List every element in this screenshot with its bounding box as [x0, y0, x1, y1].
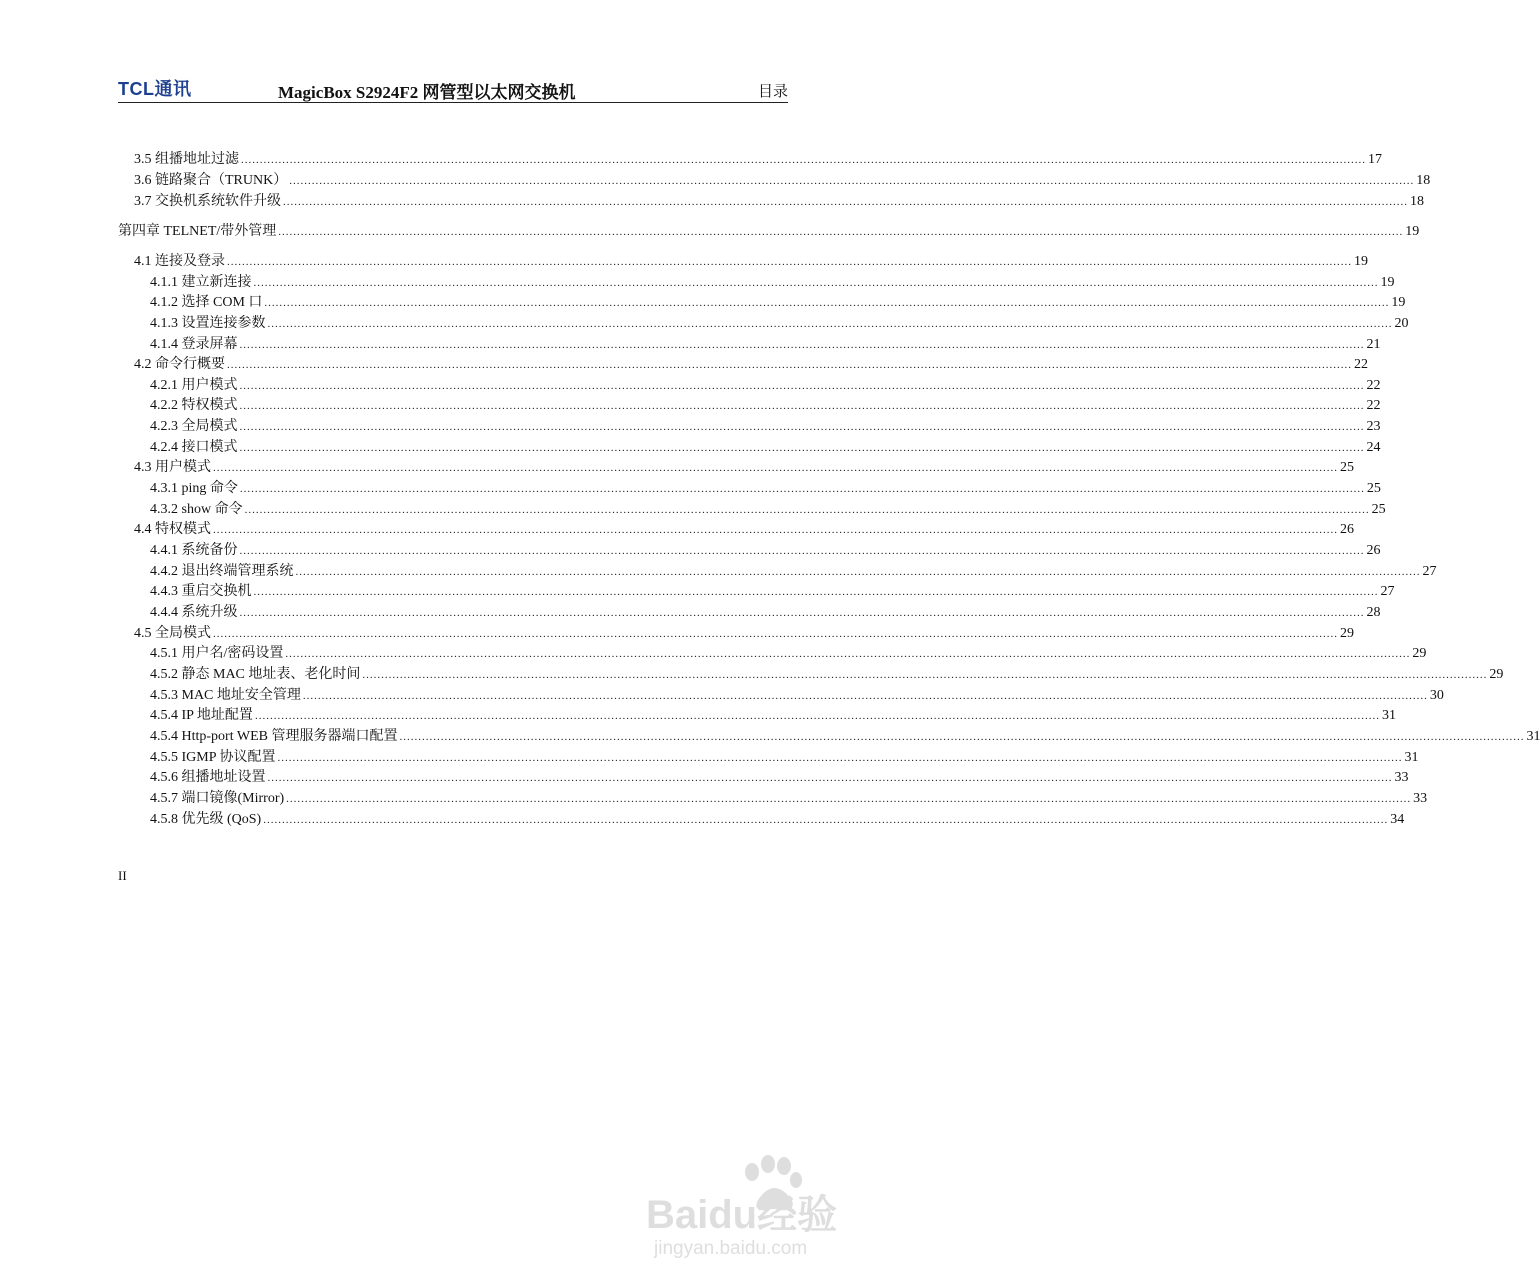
toc-leader-dots: ............................................................................................................................................................................................................................................................................................................: [239, 483, 1365, 495]
toc-entry[interactable]: [150, 789, 1428, 809]
toc-leader-dots: ............................................................................................................................................................................................................................................................................................................: [277, 752, 1403, 764]
toc-label: 4.5.4 Http-port WEB 管理服务器端口配置: [150, 729, 398, 744]
toc-label: 4.1.2 选择 COM 口: [150, 295, 263, 310]
toc-page-number: 31: [1404, 750, 1419, 765]
document-title: MagicBox S2924F2 网管型以太网交换机: [278, 83, 576, 102]
toc-entry[interactable]: [150, 479, 1381, 499]
toc-label: 4.2.1 用户模式: [150, 378, 238, 393]
toc-leader-dots: ............................................................................................................................................................................................................................................................................................................: [227, 359, 1352, 371]
toc-page-number: 33: [1413, 791, 1428, 806]
toc-leader-dots: ............................................................................................................................................................................................................................................................................................................: [267, 318, 1393, 330]
toc-label: 4.1.3 设置连接参数: [150, 316, 266, 331]
toc-leader-dots: ............................................................................................................................................................................................................................................................................................................: [253, 277, 1379, 289]
toc-page-number: 18: [1416, 173, 1431, 188]
tcl-logo: [118, 78, 192, 98]
toc-entry[interactable]: [134, 150, 1382, 170]
toc-entry[interactable]: [150, 706, 1396, 726]
toc-page-number: 25: [1371, 502, 1386, 517]
toc-page-number: 18: [1410, 194, 1424, 209]
toc-entry[interactable]: [150, 273, 1395, 293]
toc-label: 4.1.1 建立新连接: [150, 275, 252, 290]
toc-page-number: 20: [1394, 316, 1409, 331]
toc-entry[interactable]: [134, 624, 1354, 644]
toc-leader-dots: ............................................................................................................................................................................................................................................................................................................: [213, 628, 1338, 640]
toc-page-number: 19: [1354, 254, 1368, 269]
baidu-jingyan-watermark: [640, 1150, 860, 1260]
toc-leader-dots: ............................................................................................................................................................................................................................................................................................................: [213, 462, 1338, 474]
toc-entry[interactable]: [150, 686, 1444, 706]
toc-leader-dots: ............................................................................................................................................................................................................................................................................................................: [283, 196, 1408, 208]
toc-page-number: 33: [1394, 770, 1409, 785]
toc-leader-dots: ............................................................................................................................................................................................................................................................................................................: [239, 545, 1365, 557]
toc-entry[interactable]: [134, 355, 1368, 375]
toc-page-number: 21: [1366, 337, 1381, 352]
toc-label: 4.1.4 登录屏幕: [150, 337, 238, 352]
toc-page-number: 29: [1412, 646, 1427, 661]
toc-page-number: 22: [1366, 398, 1381, 413]
section-name: 目录: [757, 84, 788, 100]
toc-label: 4.5.3 MAC 地址安全管理: [150, 688, 301, 703]
toc-label: 4.2 命令行概要: [134, 357, 225, 372]
toc-leader-dots: ............................................................................................................................................................................................................................................................................................................: [263, 814, 1389, 826]
toc-entry[interactable]: [118, 222, 1420, 242]
toc-entry[interactable]: [134, 171, 1431, 191]
toc-leader-dots: ............................................................................................................................................................................................................................................................................................................: [253, 586, 1379, 598]
toc-page-number: 31: [1381, 708, 1396, 723]
toc-entry[interactable]: [150, 810, 1405, 830]
toc-label: 3.7 交换机系统软件升级: [134, 194, 281, 209]
toc-entry[interactable]: [150, 438, 1381, 458]
toc-leader-dots: ............................................................................................................................................................................................................................................................................................................: [241, 154, 1366, 166]
toc-entry[interactable]: [150, 727, 1540, 747]
toc-leader-dots: ............................................................................................................................................................................................................................................................................................................: [239, 442, 1365, 454]
toc-leader-dots: ............................................................................................................................................................................................................................................................................................................: [285, 648, 1411, 660]
toc-page-number: 27: [1380, 584, 1395, 599]
toc-leader-dots: ............................................................................................................................................................................................................................................................................................................: [213, 524, 1338, 536]
toc-entry[interactable]: [150, 768, 1409, 788]
toc-label: 4.4.4 系统升级: [150, 605, 238, 620]
toc-leader-dots: ............................................................................................................................................................................................................................................................................................................: [295, 566, 1421, 578]
watermark-url: jingyan.baidu.com: [654, 1238, 808, 1259]
toc-page-number: 26: [1340, 522, 1354, 537]
toc-label: 3.5 组播地址过滤: [134, 152, 239, 167]
toc-entry[interactable]: [150, 748, 1419, 768]
toc-page-number: 29: [1340, 626, 1354, 641]
toc-page-number: 26: [1366, 543, 1381, 558]
toc-page-number: 27: [1422, 564, 1437, 579]
toc-entry[interactable]: [134, 252, 1368, 272]
toc-page-number: 19: [1391, 295, 1406, 310]
toc-entry[interactable]: [150, 500, 1386, 520]
toc-leader-dots: ............................................................................................................................................................................................................................................................................................................: [362, 669, 1488, 681]
toc-label: 4.2.2 特权模式: [150, 398, 238, 413]
toc-page-number: 19: [1380, 275, 1395, 290]
toc-entry[interactable]: [150, 396, 1381, 416]
toc-label: 4.5.5 IGMP 协议配置: [150, 750, 276, 765]
toc-page-number: 23: [1366, 419, 1381, 434]
toc-page-number: 22: [1366, 378, 1381, 393]
toc-entry[interactable]: [150, 335, 1381, 355]
toc-leader-dots: ............................................................................................................................................................................................................................................................................................................: [239, 421, 1365, 433]
toc-page-number: 19: [1405, 224, 1420, 239]
toc-leader-dots: ............................................................................................................................................................................................................................................................................................................: [239, 400, 1365, 412]
toc-leader-dots: ............................................................................................................................................................................................................................................................................................................: [264, 297, 1390, 309]
toc-page-number: 25: [1366, 481, 1381, 496]
toc-leader-dots: ............................................................................................................................................................................................................................................................................................................: [399, 731, 1525, 743]
toc-page-number: 31: [1526, 729, 1540, 744]
toc-leader-dots: ............................................................................................................................................................................................................................................................................................................: [239, 339, 1365, 351]
toc-entry[interactable]: [150, 417, 1381, 437]
toc-label: 4.5.6 组播地址设置: [150, 770, 266, 785]
toc-entry[interactable]: [150, 562, 1437, 582]
toc-page-number: 28: [1366, 605, 1381, 620]
toc-label: 第四章 TELNET/带外管理: [118, 224, 277, 239]
toc-leader-dots: ............................................................................................................................................................................................................................................................................................................: [278, 226, 1404, 238]
toc-label: 4.5.8 优先级 (QoS): [150, 812, 262, 827]
toc-entry[interactable]: [134, 458, 1354, 478]
toc-leader-dots: ............................................................................................................................................................................................................................................................................................................: [267, 772, 1393, 784]
toc-leader-dots: ............................................................................................................................................................................................................................................................................................................: [289, 175, 1415, 187]
page-header: [118, 76, 788, 103]
toc-entry[interactable]: [150, 314, 1409, 334]
toc-label: 3.6 链路聚合（TRUNK）: [134, 173, 288, 188]
toc-leader-dots: ............................................................................................................................................................................................................................................................................................................: [254, 710, 1380, 722]
toc-entry[interactable]: [134, 520, 1354, 540]
toc-label: 4.5.1 用户名/密码设置: [150, 646, 284, 661]
toc-page-number: 17: [1368, 152, 1382, 167]
toc-label: 4.3 用户模式: [134, 460, 211, 475]
toc-page-number: 29: [1489, 667, 1504, 682]
toc-label: 4.5.4 IP 地址配置: [150, 708, 253, 723]
toc-leader-dots: ............................................................................................................................................................................................................................................................................................................: [286, 793, 1412, 805]
watermark-brand: Baidu经验: [646, 1193, 838, 1237]
toc-page-number: 34: [1390, 812, 1405, 827]
logo-text: TCL通讯: [118, 79, 192, 99]
toc-entry[interactable]: [150, 582, 1395, 602]
toc-entry[interactable]: [150, 665, 1504, 685]
toc-label: 4.2.4 接口模式: [150, 440, 238, 455]
toc-entry[interactable]: [150, 293, 1406, 313]
toc-label: 4.5.7 端口镜像(Mirror): [150, 791, 285, 806]
toc-label: 4.4 特权模式: [134, 522, 211, 537]
toc-page-number: 30: [1429, 688, 1444, 703]
toc-leader-dots: ............................................................................................................................................................................................................................................................................................................: [239, 607, 1365, 619]
toc-leader-dots: ............................................................................................................................................................................................................................................................................................................: [239, 380, 1365, 392]
toc-label: 4.2.3 全局模式: [150, 419, 238, 434]
toc-page-number: 25: [1340, 460, 1354, 475]
toc-page-number: 24: [1366, 440, 1381, 455]
toc-label: 4.4.3 重启交换机: [150, 584, 252, 599]
toc-label: 4.4.2 退出终端管理系统: [150, 564, 294, 579]
toc-page-number: 22: [1354, 357, 1368, 372]
toc-label: 4.5 全局模式: [134, 626, 211, 641]
toc-leader-dots: ............................................................................................................................................................................................................................................................................................................: [227, 256, 1352, 268]
toc-leader-dots: ............................................................................................................................................................................................................................................................................................................: [302, 690, 1428, 702]
toc-entry[interactable]: [150, 644, 1427, 664]
toc-label: 4.5.2 静态 MAC 地址表、老化时间: [150, 667, 361, 682]
toc-leader-dots: ............................................................................................................................................................................................................................................................................................................: [244, 504, 1370, 516]
toc-entry[interactable]: [150, 376, 1381, 396]
page-number: II: [118, 868, 127, 883]
toc-entry[interactable]: [150, 603, 1381, 623]
toc-label: 4.3.1 ping 命令: [150, 481, 238, 496]
toc-entry[interactable]: [134, 192, 1424, 212]
toc-label: 4.3.2 show 命令: [150, 502, 243, 517]
toc-label: 4.1 连接及登录: [134, 254, 225, 269]
toc-entry[interactable]: [150, 541, 1381, 561]
toc-label: 4.4.1 系统备份: [150, 543, 238, 558]
